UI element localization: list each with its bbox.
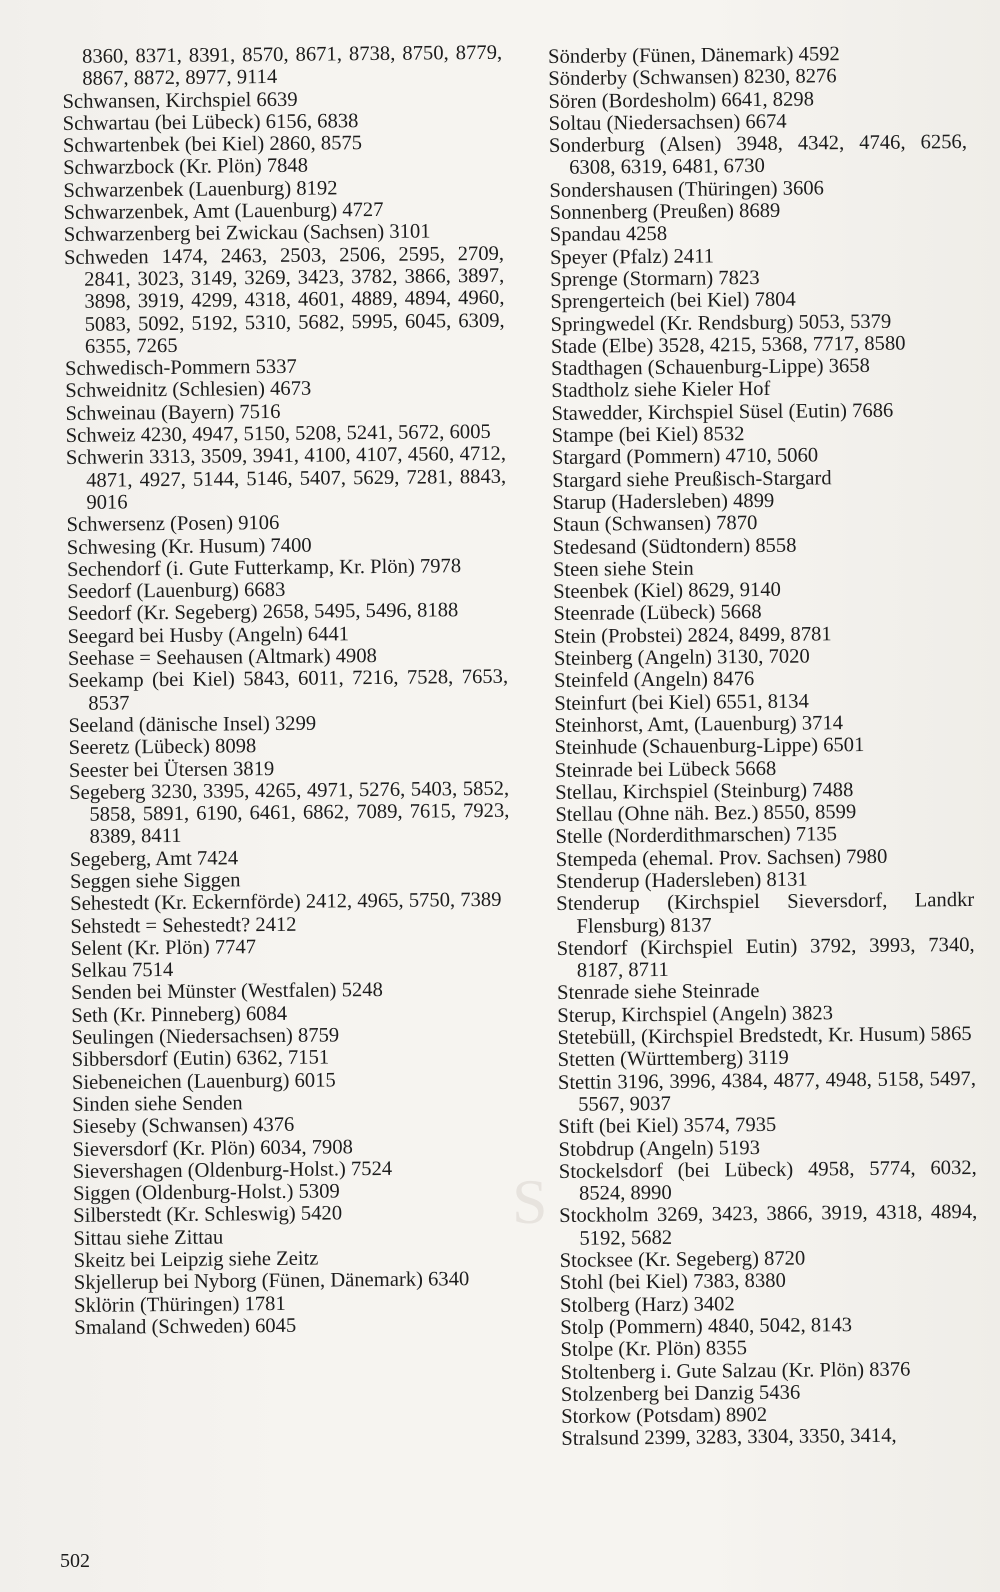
index-entry: Schwarzenbek (Lauenburg) 8192 <box>63 177 338 202</box>
index-entry: Schwarzbock (Kr. Plön) 7848 <box>63 155 309 180</box>
index-entry: Silberstedt (Kr. Schleswig) 5420 <box>73 1202 343 1228</box>
index-entry: Steenrade (Lübeck) 5668 <box>553 601 762 626</box>
index-entry: Speyer (Pfalz) 2411 <box>549 245 715 269</box>
index-entry: Stenderup (Kirchspiel Sieversdorf, Landkr Flensburg) 8137 <box>556 889 975 938</box>
bleed-through-mark: S <box>512 1166 548 1237</box>
index-entry: Sonderburg (Alsen) 3948, 4342, 4746, 6256, 6308, 6319, 6481, 6730 <box>548 131 968 180</box>
index-entry: Skeitz bei Leipzig siehe Zeitz <box>73 1247 319 1272</box>
index-entry: Stampe (bei Kiel) 8532 <box>551 423 745 448</box>
index-entry: Stolpe (Kr. Plön) 8355 <box>560 1337 748 1362</box>
index-entry: Stargard (Pommern) 4710, 5060 <box>551 444 819 470</box>
index-entry: Schwarzenberg bei Zwickau (Sachsen) 3101 <box>63 220 431 247</box>
index-entry: Sehestedt (Kr. Eckernförde) 2412, 4965, 5750, 7389 <box>70 889 502 916</box>
index-entry: Senden bei Münster (Westfalen) 5248 <box>70 979 383 1005</box>
index-entry: Seedorf (Kr. Segeberg) 2658, 5495, 5496, 8188 <box>67 599 459 626</box>
index-entry: Seegard bei Husby (Angeln) 6441 <box>67 622 350 648</box>
index-entry: Stoltenberg i. Gute Salzau (Kr. Plön) 8376 <box>560 1358 911 1384</box>
index-entry: Sprenge (Stormarn) 7823 <box>550 266 760 291</box>
index-entry: Starup (Hadersleben) 4899 <box>552 489 775 514</box>
index-entry: Sondershausen (Thüringen) 3606 <box>549 177 825 202</box>
index-entry: Stetebüll, (Kirchspiel Bredstedt, Kr. Husum) 5865 <box>557 1023 972 1050</box>
index-entry: Siggen (Oldenburg-Holst.) 5309 <box>72 1180 340 1206</box>
index-entry: Schweidnitz (Schlesien) 4673 <box>65 378 312 403</box>
index-entry: Schwerin 3313, 3509, 3941, 4100, 4107, 4560, 4712, 4871, 4927, 5144, 5146, 5407, 5629, 7281, 8843, 9016 <box>65 443 507 514</box>
index-entry: Stolberg (Harz) 3402 <box>559 1292 735 1317</box>
index-entry: Storkow (Potsdam) 8902 <box>561 1404 768 1429</box>
index-entry: Seehase = Seehausen (Altmark) 4908 <box>67 645 377 670</box>
right-column <box>548 42 979 1451</box>
index-entry: Smaland (Schweden) 6045 <box>74 1314 297 1339</box>
index-entry: Sibbersdorf (Eutin) 6362, 7151 <box>71 1046 330 1072</box>
index-entry: Schweden 1474, 2463, 2503, 2506, 2595, 2709, 2841, 3023, 3149, 3269, 3423, 3782, 3866, 3897, 3898, 3919, 4299, 4318, 4601, 4889, 4894, 4960, 5083, 5092, 5192, 5310, 5682, 5995, 6045, 6309, 6355, 7265 <box>63 242 505 358</box>
index-entry: Schwersenz (Posen) 9106 <box>66 512 280 537</box>
index-entry: Skjellerup bei Nyborg (Fünen, Dänemark) 6340 <box>73 1268 470 1295</box>
index-entry: Segeberg 3230, 3395, 4265, 4971, 5276, 5403, 5852, 5858, 5891, 6190, 6461, 6862, 7089, 7615, 7923, 8389, 8411 <box>69 777 510 849</box>
index-entry: Springwedel (Kr. Rendsburg) 5053, 5379 <box>550 310 892 336</box>
left-column <box>62 42 514 1339</box>
index-entry: Steinhorst, Amt, (Lauenburg) 3714 <box>554 712 844 737</box>
index-entry: Sehstedt = Sehestedt? 2412 <box>70 913 297 938</box>
index-entry: Steenbek (Kiel) 8629, 9140 <box>553 578 781 604</box>
index-entry: Sieversdorf (Kr. Plön) 6034, 7908 <box>72 1135 353 1161</box>
index-entry: Seulingen (Niedersachsen) 8759 <box>71 1024 340 1050</box>
index-entry: Schwesing (Kr. Husum) 7400 <box>66 534 312 559</box>
index-entry: Stein (Probstei) 2824, 8499, 8781 <box>553 623 832 648</box>
index-entry: Sönderby (Fünen, Dänemark) 4592 <box>548 43 840 68</box>
index-entry: 8360, 8371, 8391, 8570, 8671, 8738, 8750, 8779, 8867, 8872, 8977, 9114 <box>81 41 503 91</box>
index-entry: Steinberg (Angeln) 3130, 7020 <box>553 645 810 670</box>
index-entry: Sklörin (Thüringen) 1781 <box>73 1292 286 1317</box>
index-entry: Staun (Schwansen) 7870 <box>552 512 758 537</box>
index-entry: Stenderup (Hadersleben) 8131 <box>555 868 808 893</box>
index-entry: Sieseby (Schwansen) 4376 <box>72 1114 295 1139</box>
index-entry: Sievershagen (Oldenburg-Holst.) 7524 <box>72 1157 393 1183</box>
index-entry: Selent (Kr. Plön) 7747 <box>70 936 257 960</box>
index-entry: Sprengerteich (bei Kiel) 7804 <box>550 288 796 314</box>
index-entry: Schwartau (bei Lübeck) 6156, 6838 <box>62 110 359 135</box>
index-entry: Steinfeld (Angeln) 8476 <box>553 668 755 693</box>
index-entry: Seggen siehe Siggen <box>69 869 241 893</box>
index-entry: Schwartenbek (bei Kiel) 2860, 8575 <box>62 132 363 158</box>
index-entry: Seeland (dänische Insel) 3299 <box>68 712 317 737</box>
index-entry: Seedorf (Lauenburg) 6683 <box>67 579 286 604</box>
index-entry: Stockholm 3269, 3423, 3866, 3919, 4318, 4894, 5192, 5682 <box>559 1201 978 1250</box>
index-entry: Stolp (Pommern) 4840, 5042, 8143 <box>560 1314 853 1339</box>
index-entry: Selkau 7514 <box>70 959 174 983</box>
index-entry: Segeberg, Amt 7424 <box>69 847 239 871</box>
index-entry: Sönderby (Schwansen) 8230, 8276 <box>548 65 837 91</box>
index-entry: Siebeneichen (Lauenburg) 6015 <box>71 1069 336 1094</box>
index-entry: Stellau (Ohne näh. Bez.) 8550, 8599 <box>555 801 857 827</box>
page-number: 502 <box>60 1550 90 1572</box>
index-entry: Stedesand (Südtondern) 8558 <box>552 534 797 559</box>
index-entry: Sonnenberg (Preußen) 8689 <box>549 199 781 225</box>
index-entry: Steen siehe Stein <box>552 557 694 581</box>
index-entry: Seeretz (Lübeck) 8098 <box>68 735 257 760</box>
index-entry: Seester bei Ütersen 3819 <box>68 757 275 782</box>
index-entry: Stocksee (Kr. Segeberg) 8720 <box>559 1247 806 1272</box>
index-entry: Seth (Kr. Pinneberg) 6084 <box>71 1002 288 1027</box>
index-entry: Schwedisch-Pommern 5337 <box>64 355 297 381</box>
index-entry: Stadtholz siehe Kieler Hof <box>551 378 771 403</box>
index-entry: Stempeda (ehemal. Prov. Sachsen) 7980 <box>555 845 888 871</box>
index-entry: Sinden siehe Senden <box>72 1092 243 1116</box>
index-entry: Stolzenberg bei Danzig 5436 <box>560 1381 801 1406</box>
index-entry: Stawedder, Kirchspiel Süsel (Eutin) 7686 <box>551 399 894 425</box>
index-entry: Stadthagen (Schauenburg-Lippe) 3658 <box>550 355 870 381</box>
index-entry: Sechendorf (i. Gute Futterkamp, Kr. Plön) 7978 <box>66 555 462 581</box>
index-entry: Stetten (Württemberg) 3119 <box>557 1047 789 1072</box>
index-entry: Schweiz 4230, 4947, 5150, 5208, 5241, 5672, 6005 <box>65 420 491 448</box>
index-entry: Stendorf (Kirchspiel Eutin) 3792, 3993, 7340, 8187, 8711 <box>556 933 975 982</box>
index-entry: Stobdrup (Angeln) 5193 <box>558 1136 761 1161</box>
index-entry: Soltau (Niedersachsen) 6674 <box>548 110 787 135</box>
index-entry: Sören (Bordesholm) 6641, 8298 <box>548 88 815 113</box>
index-entry: Stellau, Kirchspiel (Steinburg) 7488 <box>555 778 854 804</box>
index-entry: Schwarzenbek, Amt (Lauenburg) 4727 <box>63 199 384 225</box>
index-entry: Sittau siehe Zittau <box>73 1226 224 1250</box>
index-entry: Steinhude (Schauenburg-Lippe) 6501 <box>554 734 865 760</box>
index-entry: Seekamp (bei Kiel) 5843, 6011, 7216, 7528, 7653, 8537 <box>67 666 509 715</box>
index-entry: Stelle (Norderdithmarschen) 7135 <box>555 823 838 849</box>
index-entry: Schweinau (Bayern) 7516 <box>65 400 281 425</box>
index-entry: Steinrade bei Lübeck 5668 <box>554 757 777 782</box>
index-entry: Stargard siehe Preußisch-Stargard <box>552 466 832 492</box>
index-entry: Sterup, Kirchspiel (Angeln) 3823 <box>557 1002 834 1027</box>
index-entry: Steinfurt (bei Kiel) 6551, 8134 <box>554 690 809 715</box>
index-entry: Stift (bei Kiel) 3574, 7935 <box>558 1114 777 1139</box>
index-entry: Schwansen, Kirchspiel 6639 <box>62 88 298 113</box>
index-entry: Stockelsdorf (bei Lübeck) 4958, 5774, 6032, 8524, 8990 <box>558 1156 977 1205</box>
index-entry: Stralsund 2399, 3283, 3304, 3350, 3414, <box>561 1425 897 1451</box>
index-entry: Stettin 3196, 3996, 4384, 4877, 4948, 5158, 5497, 5567, 9037 <box>557 1067 977 1116</box>
index-entry: Spandau 4258 <box>549 223 668 247</box>
index-entry: Stohl (bei Kiel) 7383, 8380 <box>559 1270 786 1295</box>
index-entry: Stenrade siehe Steinrade <box>556 980 760 1005</box>
index-entry: Stade (Elbe) 3528, 4215, 5368, 7717, 8580 <box>550 332 906 358</box>
